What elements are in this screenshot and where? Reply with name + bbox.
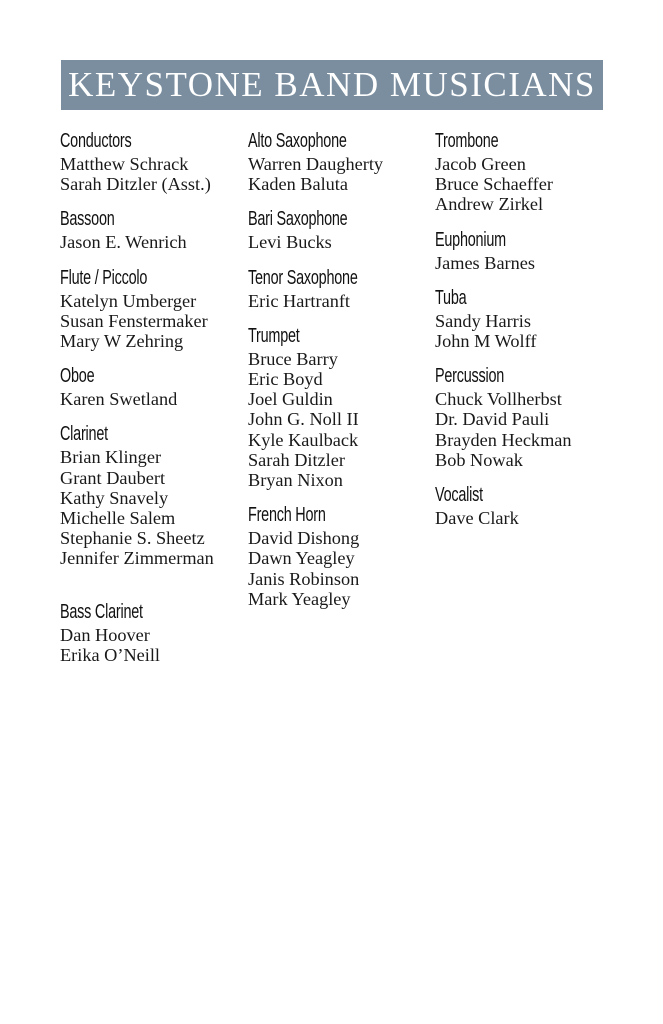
member-name: Dave Clark bbox=[435, 508, 519, 529]
member-name: John M Wolff bbox=[435, 331, 537, 352]
section-heading: Tenor Saxophone bbox=[248, 266, 358, 289]
member-name: Brian Klinger bbox=[60, 447, 162, 468]
member-name: Chuck Vollherbst bbox=[435, 389, 562, 410]
member-name: Karen Swetland bbox=[60, 389, 178, 410]
section-heading: Alto Saxophone bbox=[248, 130, 347, 152]
section-tuba bbox=[435, 285, 572, 351]
section-trumpet bbox=[248, 323, 400, 490]
section-bari-saxophone bbox=[248, 206, 400, 252]
member-name: Bruce Schaeffer bbox=[435, 174, 553, 195]
section-alto-saxophone bbox=[248, 128, 400, 194]
member-name: Dan Hoover bbox=[60, 624, 150, 645]
title-banner bbox=[61, 60, 603, 110]
member-name: Bruce Barry bbox=[248, 348, 338, 369]
member-name: Joel Guldin bbox=[248, 389, 333, 410]
member-name: Sarah Ditzler (Asst.) bbox=[60, 174, 211, 195]
section-clarinet bbox=[60, 421, 214, 568]
section-heading: Clarinet bbox=[60, 423, 108, 446]
section-heading: Tuba bbox=[435, 286, 467, 309]
section-trombone bbox=[435, 128, 572, 215]
section-heading: Bassoon bbox=[60, 208, 115, 231]
section-bassoon bbox=[60, 206, 214, 252]
member-name: Matthew Schrack bbox=[60, 154, 189, 174]
member-name: Bob Nowak bbox=[435, 449, 523, 470]
member-name: Janis Robinson bbox=[248, 568, 360, 589]
member-name: Warren Daugherty bbox=[248, 154, 384, 174]
section-heading: Flute / Piccolo bbox=[60, 266, 148, 289]
member-name: Kathy Snavely bbox=[60, 487, 169, 508]
member-name: Eric Boyd bbox=[248, 369, 323, 390]
roster-column-2 bbox=[248, 128, 400, 621]
member-name: Brayden Heckman bbox=[435, 429, 572, 450]
section-flute-piccolo bbox=[60, 265, 214, 352]
member-name: Kaden Baluta bbox=[248, 174, 349, 195]
member-name: James Barnes bbox=[435, 252, 536, 273]
section-euphonium bbox=[435, 227, 572, 273]
roster-column-1 bbox=[60, 128, 214, 677]
section-heading: Bass Clarinet bbox=[60, 600, 143, 623]
section-heading: Trumpet bbox=[248, 324, 300, 347]
section-conductors bbox=[60, 128, 214, 194]
member-name: Erika O’Neill bbox=[60, 644, 161, 665]
member-name: Eric Hartranft bbox=[248, 290, 351, 311]
member-name: Mark Yeagley bbox=[248, 588, 351, 609]
roster-column-3 bbox=[435, 128, 572, 540]
section-heading: Trombone bbox=[435, 130, 499, 152]
section-french-horn bbox=[248, 502, 400, 609]
member-name: Mary W Zehring bbox=[60, 331, 184, 352]
member-name: Dawn Yeagley bbox=[248, 548, 355, 569]
section-heading: Euphonium bbox=[435, 228, 506, 251]
section-heading: Vocalist bbox=[435, 484, 483, 507]
member-name: John G. Noll II bbox=[248, 409, 359, 430]
section-percussion bbox=[435, 363, 572, 470]
member-name: Levi Bucks bbox=[248, 232, 332, 253]
member-name: Michelle Salem bbox=[60, 508, 176, 529]
member-name: Grant Daubert bbox=[60, 467, 166, 488]
member-name: Jennifer Zimmerman bbox=[60, 548, 214, 569]
member-name: Stephanie S. Sheetz bbox=[60, 528, 205, 549]
section-heading: Bari Saxophone bbox=[248, 208, 348, 231]
member-name: Dr. David Pauli bbox=[435, 409, 550, 430]
member-name: Kyle Kaulback bbox=[248, 429, 359, 450]
section-bass-clarinet bbox=[60, 599, 214, 665]
member-name: David Dishong bbox=[248, 528, 360, 549]
section-heading: Percussion bbox=[435, 365, 505, 388]
page-title: KEYSTONE BAND MUSICIANS bbox=[68, 65, 596, 104]
member-name: Katelyn Umberger bbox=[60, 290, 197, 311]
section-oboe bbox=[60, 363, 214, 409]
section-tenor-saxophone bbox=[248, 265, 400, 311]
section-heading: French Horn bbox=[248, 504, 326, 527]
member-name: Sandy Harris bbox=[435, 310, 531, 331]
member-name: Sarah Ditzler bbox=[248, 449, 345, 470]
member-name: Andrew Zirkel bbox=[435, 194, 544, 215]
member-name: Jason E. Wenrich bbox=[60, 232, 187, 253]
member-name: Jacob Green bbox=[435, 154, 526, 174]
member-name: Bryan Nixon bbox=[248, 470, 343, 491]
section-vocalist bbox=[435, 482, 572, 528]
section-heading: Oboe bbox=[60, 365, 95, 388]
section-heading: Conductors bbox=[60, 130, 132, 152]
member-name: Susan Fenstermaker bbox=[60, 310, 208, 331]
